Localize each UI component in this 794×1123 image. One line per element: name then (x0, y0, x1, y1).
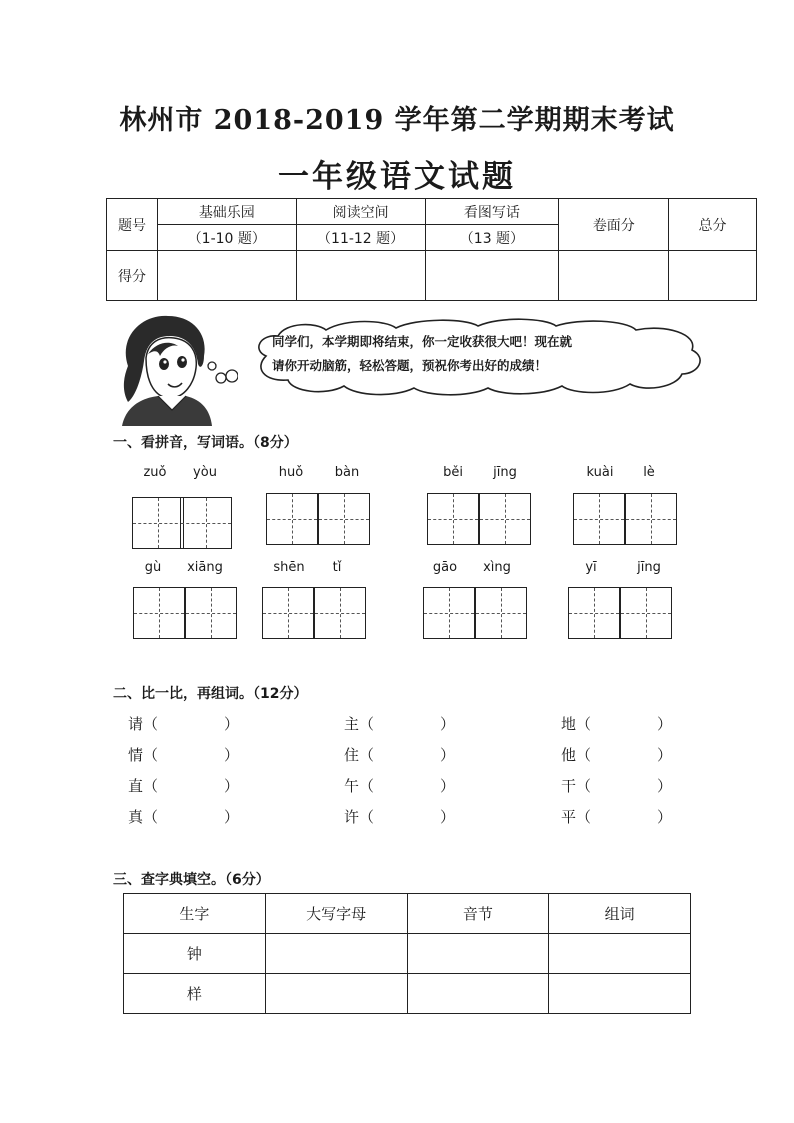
dict-char: 钟 (124, 934, 266, 974)
compare-item (561, 806, 671, 827)
answer-cell[interactable] (407, 974, 549, 1014)
writing-box[interactable] (573, 493, 625, 545)
pinyin: kuài (586, 465, 614, 480)
writing-box[interactable] (314, 587, 366, 639)
writing-box[interactable] (568, 587, 620, 639)
neat-score-label: 卷面分 (559, 199, 669, 251)
compare-item (344, 744, 454, 765)
close-paren: ） (224, 808, 240, 826)
writing-box[interactable] (262, 587, 314, 639)
close-paren: ） (224, 746, 240, 764)
section-range: （13 题） (425, 225, 559, 251)
compare-char: 真 (128, 808, 144, 826)
writing-box[interactable] (133, 587, 185, 639)
score-table (106, 198, 757, 301)
pinyin: lè (643, 465, 655, 480)
writing-box[interactable] (318, 493, 370, 545)
writing-box[interactable] (185, 587, 237, 639)
dict-header: 组词 (549, 894, 691, 934)
writing-box[interactable] (625, 493, 677, 545)
total-score-label: 总分 (669, 199, 757, 251)
open-paren: （ (359, 715, 375, 733)
pinyin: xiāng (187, 560, 223, 575)
compare-item (128, 744, 238, 765)
dict-header: 音节 (407, 894, 549, 934)
compare-item (344, 806, 454, 827)
compare-char: 午 (344, 777, 360, 795)
answer-cell[interactable] (549, 974, 691, 1014)
speech-bubble-text (272, 330, 662, 378)
compare-item (128, 713, 238, 734)
answer-cell[interactable] (265, 974, 407, 1014)
open-paren: （ (143, 777, 159, 795)
section-range: （11-12 题） (296, 225, 425, 251)
close-paren: ） (657, 777, 673, 795)
writing-box[interactable] (620, 587, 672, 639)
answer-cell[interactable] (407, 934, 549, 974)
open-paren: （ (359, 746, 375, 764)
writing-box[interactable] (479, 493, 531, 545)
pinyin: jīng (493, 465, 517, 480)
pinyin: gāo (432, 560, 458, 575)
answer-cell[interactable] (265, 934, 407, 974)
pinyin: shēn (273, 560, 305, 575)
dict-char: 样 (124, 974, 266, 1014)
section-name: 看图写话 (425, 199, 559, 225)
score-cell[interactable] (669, 251, 757, 301)
q2-heading: 二、比一比，再组词。（12分） (113, 686, 308, 702)
close-paren: ） (440, 715, 456, 733)
compare-item (561, 775, 671, 796)
open-paren: （ (576, 715, 592, 733)
score-cell[interactable] (559, 251, 669, 301)
pinyin: gù (144, 560, 162, 575)
compare-char: 住 (344, 746, 360, 764)
open-paren: （ (576, 777, 592, 795)
pinyin: běi (443, 465, 463, 480)
compare-char: 直 (128, 777, 144, 795)
writing-box[interactable] (266, 493, 318, 545)
compare-item (128, 806, 238, 827)
compare-char: 请 (128, 715, 144, 733)
compare-char: 他 (561, 746, 577, 764)
close-paren: ） (224, 777, 240, 795)
score-cell[interactable] (425, 251, 559, 301)
speech-line: 请你开动脑筋，轻松答题，预祝你考出好的成绩！ (272, 358, 548, 373)
close-paren: ） (440, 808, 456, 826)
score-cell[interactable] (157, 251, 296, 301)
pinyin: huǒ (278, 465, 304, 480)
pinyin: zuǒ (143, 465, 167, 480)
compare-item (344, 775, 454, 796)
score-cell[interactable] (296, 251, 425, 301)
compare-item (561, 713, 671, 734)
open-paren: （ (143, 808, 159, 826)
section-name: 基础乐园 (157, 199, 296, 225)
q3-heading: 三、查字典填空。（6分） (113, 872, 270, 888)
writing-box[interactable] (132, 497, 184, 549)
section-range: （1-10 题） (157, 225, 296, 251)
exam-title: 林州市 2018-2019 学年第二学期期末考试 (119, 105, 675, 136)
writing-box[interactable] (427, 493, 479, 545)
open-paren: （ (359, 777, 375, 795)
close-paren: ） (657, 808, 673, 826)
open-paren: （ (576, 808, 592, 826)
close-paren: ） (224, 715, 240, 733)
compare-char: 许 (344, 808, 360, 826)
writing-box[interactable] (423, 587, 475, 639)
compare-item (344, 713, 454, 734)
compare-item (128, 775, 238, 796)
dict-header: 生字 (124, 894, 266, 934)
close-paren: ） (440, 746, 456, 764)
speech-line: 同学们，本学期即将结束，你一定收获很大吧！现在就 (272, 334, 573, 349)
pinyin: yòu (193, 465, 217, 480)
pinyin: jīng (637, 560, 661, 575)
close-paren: ） (657, 715, 673, 733)
girl-illustration (108, 306, 238, 426)
compare-item (561, 744, 671, 765)
dict-header: 大写字母 (265, 894, 407, 934)
compare-char: 主 (344, 715, 360, 733)
compare-char: 地 (561, 715, 577, 733)
exam-subtitle: 一年级语文试题 (278, 159, 516, 195)
pinyin: yī (585, 560, 597, 575)
open-paren: （ (143, 715, 159, 733)
question-number-label: 题号 (107, 199, 158, 251)
writing-box[interactable] (475, 587, 527, 639)
writing-box[interactable] (180, 497, 232, 549)
open-paren: （ (359, 808, 375, 826)
compare-char: 平 (561, 808, 577, 826)
compare-char: 干 (561, 777, 577, 795)
score-row-label: 得分 (107, 251, 158, 301)
answer-cell[interactable] (549, 934, 691, 974)
pinyin: tǐ (332, 560, 342, 575)
q1-heading: 一、看拼音，写词语。（8分） (113, 435, 298, 451)
close-paren: ） (440, 777, 456, 795)
pinyin: bàn (334, 465, 360, 480)
pinyin: xìng (483, 560, 511, 575)
open-paren: （ (143, 746, 159, 764)
open-paren: （ (576, 746, 592, 764)
close-paren: ） (657, 746, 673, 764)
compare-char: 情 (128, 746, 144, 764)
dictionary-table (123, 893, 691, 1014)
section-name: 阅读空间 (296, 199, 425, 225)
